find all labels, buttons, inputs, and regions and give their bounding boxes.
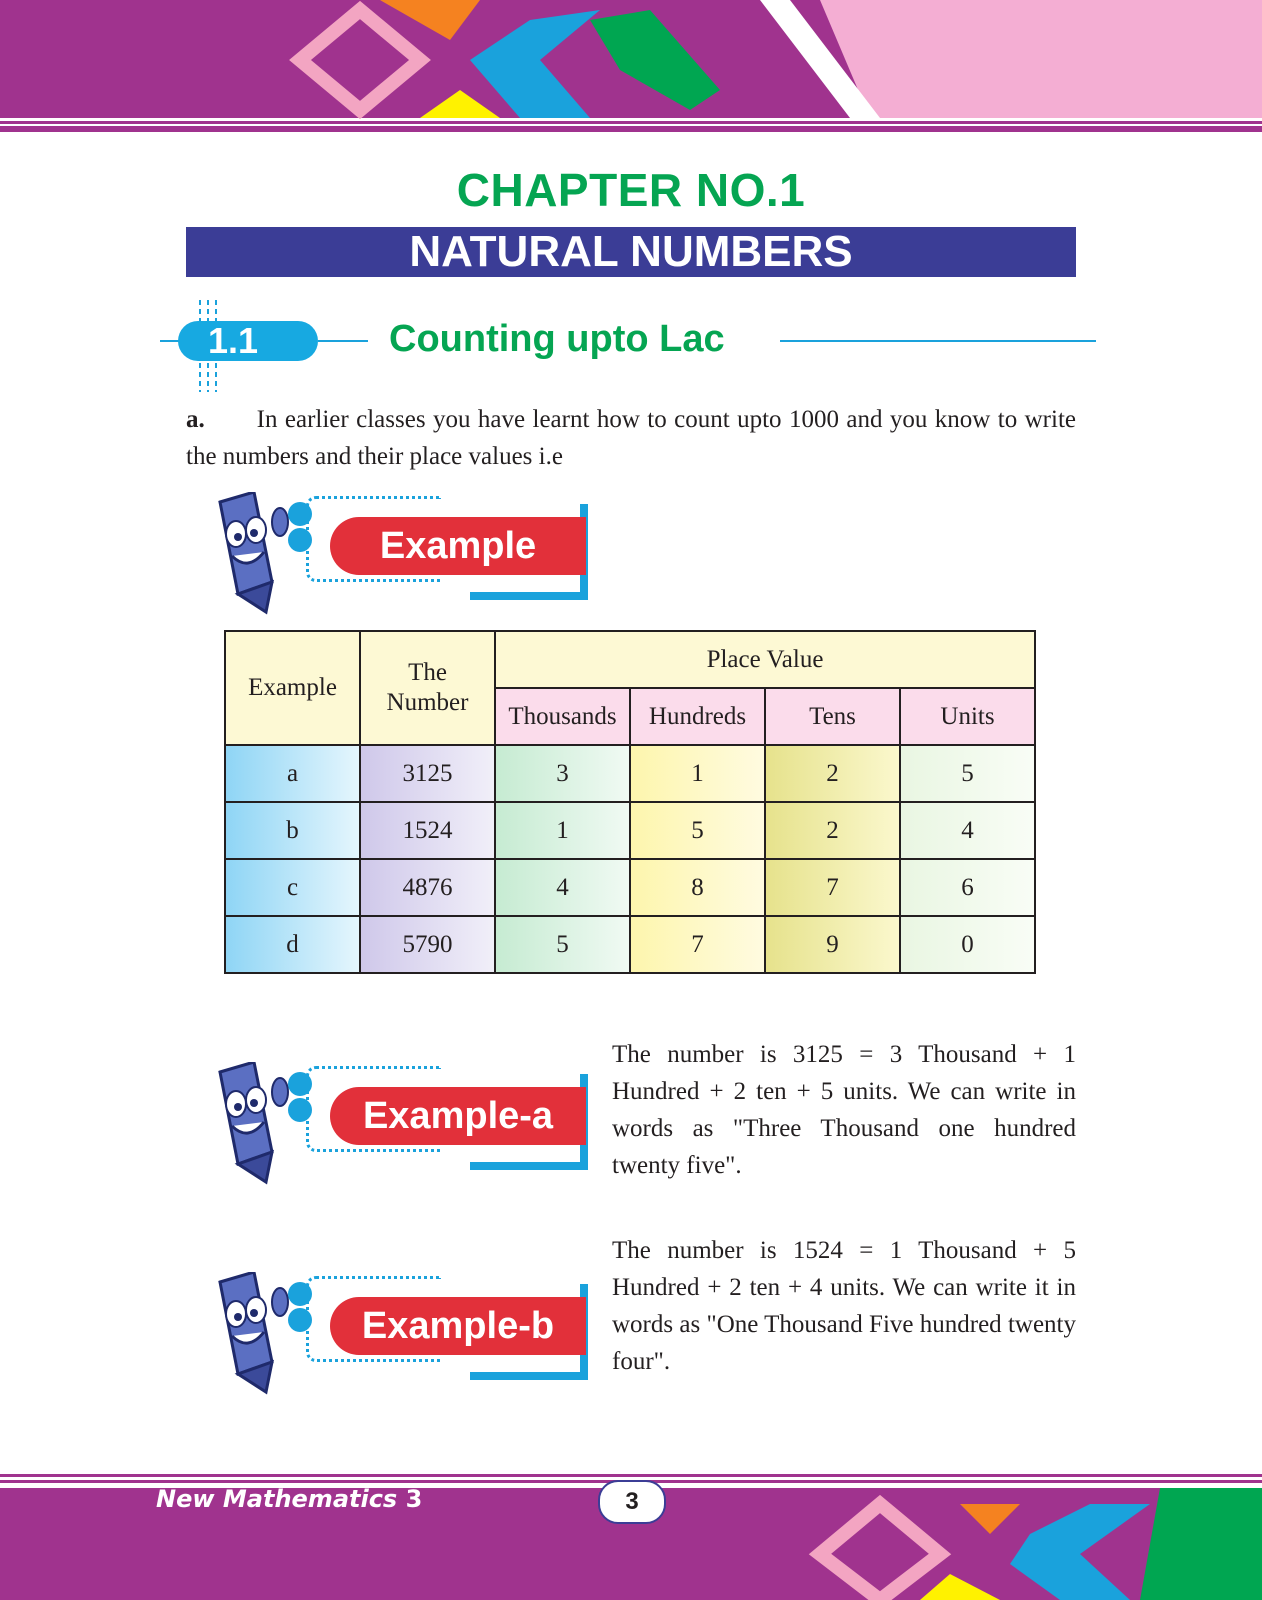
example-label: Example: [330, 517, 586, 575]
page-number: 3: [598, 1480, 666, 1524]
intro-marker: a.: [186, 406, 205, 433]
place-value-table: [224, 630, 1036, 974]
cell-thousands: 3: [495, 745, 630, 802]
section-title: Counting upto Lac: [389, 318, 725, 360]
cell-tens: 2: [765, 745, 900, 802]
cell-units: 6: [900, 859, 1035, 916]
cell-hundreds: 5: [630, 802, 765, 859]
cell-hundreds: 7: [630, 916, 765, 973]
badge-corner: [470, 592, 588, 600]
badge-corner: [470, 1372, 588, 1380]
cell-number: 4876: [360, 859, 495, 916]
cell-number: 1524: [360, 802, 495, 859]
chapter-title-bar: NATURAL NUMBERS: [186, 227, 1076, 277]
cell-hundreds: 8: [630, 859, 765, 916]
pencil-mascot-icon: [190, 1062, 290, 1188]
header-thousands: Thousands: [495, 688, 630, 745]
cell-example: a: [225, 745, 360, 802]
header-number-line1: The: [408, 659, 447, 686]
header-tens: Tens: [765, 688, 900, 745]
header-number: [360, 631, 495, 745]
badge-bubble-icon: [288, 1282, 312, 1306]
badge-bubble-icon: [288, 502, 312, 526]
footer-book-title: [156, 1485, 422, 1513]
example-a-text: The number is 3125 = 3 Thousand + 1 Hundred + 2 ten + 5 units. We can write in words as "Three Thousand one hundred twenty five".: [612, 1041, 1076, 1179]
section-number: 1.1: [178, 321, 318, 361]
example-b-badge: [190, 1272, 590, 1402]
cell-tens: 2: [765, 802, 900, 859]
cell-tens: 7: [765, 859, 900, 916]
example-badge: [190, 492, 590, 622]
header-number-line2: Number: [386, 689, 469, 716]
cell-number: 3125: [360, 745, 495, 802]
intro-text: In earlier classes you have learnt how to count upto 1000 and you know to write the numbers and their place values i.e: [186, 406, 1076, 470]
cell-thousands: 1: [495, 802, 630, 859]
badge-bubble-icon: [288, 1072, 312, 1096]
cell-example: d: [225, 916, 360, 973]
cell-example: b: [225, 802, 360, 859]
cell-thousands: 5: [495, 916, 630, 973]
cell-example: c: [225, 859, 360, 916]
badge-bubble-icon: [288, 1098, 312, 1122]
cell-number: 5790: [360, 916, 495, 973]
example-b-label: Example-b: [330, 1297, 586, 1355]
header-units: Units: [900, 688, 1035, 745]
header-example: Example: [225, 631, 360, 745]
header-hundreds: Hundreds: [630, 688, 765, 745]
cell-units: 4: [900, 802, 1035, 859]
cell-hundreds: 1: [630, 745, 765, 802]
intro-paragraph: [186, 401, 1076, 475]
cell-units: 0: [900, 916, 1035, 973]
section-line-right: [780, 340, 1096, 342]
pencil-mascot-icon: [190, 492, 290, 618]
table-row: [225, 859, 1035, 916]
badge-bubble-icon: [288, 528, 312, 552]
footer-book-number: 3: [405, 1485, 423, 1513]
table-row: [225, 745, 1035, 802]
chapter-number: CHAPTER NO.1: [456, 164, 806, 216]
header-place-value: Place Value: [495, 631, 1035, 688]
table-row: [225, 916, 1035, 973]
footer-book-name: New Mathematics: [156, 1485, 398, 1513]
cell-thousands: 4: [495, 859, 630, 916]
pencil-mascot-icon: [190, 1272, 290, 1398]
badge-corner: [470, 1162, 588, 1170]
example-a-badge: [190, 1062, 590, 1192]
example-b-text: The number is 1524 = 1 Thousand + 5 Hundred + 2 ten + 4 units. We can write it in words as "One Thousand Five hundred twenty four".: [612, 1237, 1076, 1375]
cell-tens: 9: [765, 916, 900, 973]
table-row: [225, 802, 1035, 859]
example-a-label: Example-a: [330, 1087, 586, 1145]
section-line-mid: [318, 340, 368, 342]
badge-bubble-icon: [288, 1308, 312, 1332]
cell-units: 5: [900, 745, 1035, 802]
